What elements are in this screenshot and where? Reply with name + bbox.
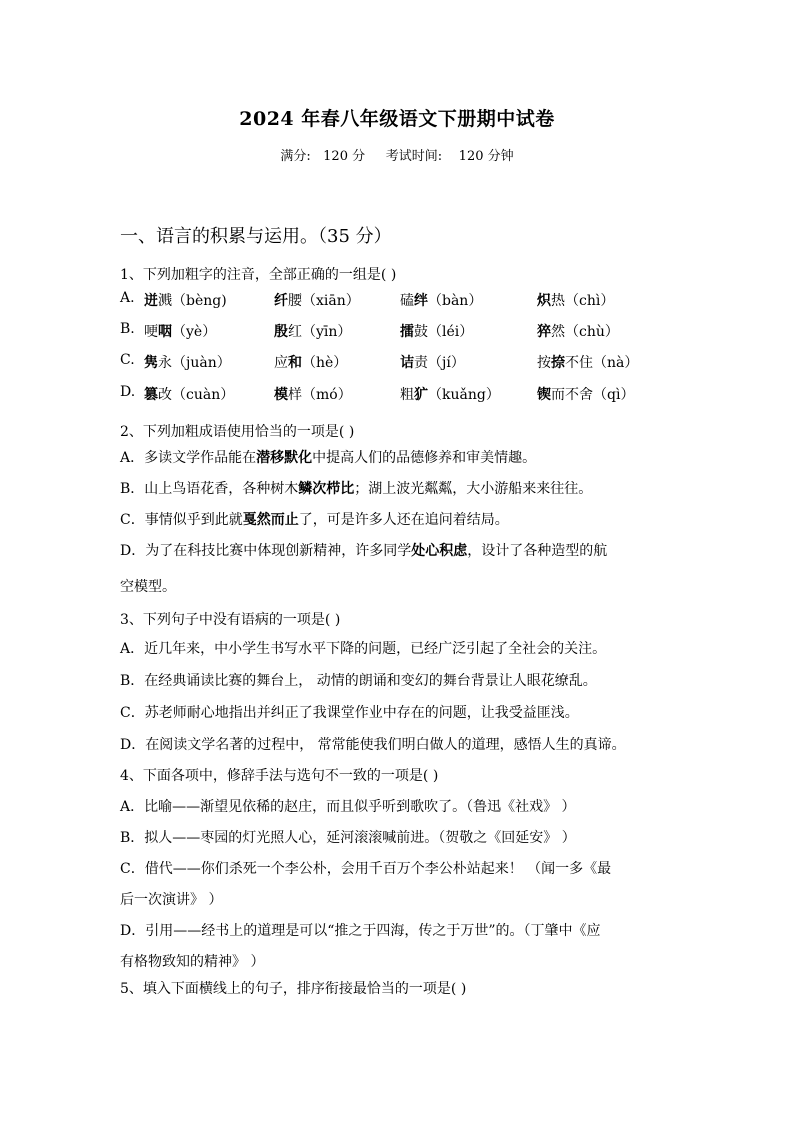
question-4-stem: 4、下面各项中，修辞手法与选句不一致的一项是( ) — [120, 768, 439, 784]
q1-d-item-1: 篡改（cuàn） — [144, 387, 235, 403]
q2-option-a: A．多读文学作品能在潜移默化中提高人们的品德修养和审美情趣。 — [120, 450, 537, 466]
q1-a-item-3: 磕绊（bàn） — [400, 293, 483, 309]
q1-d-item-4: 锲而不舍（qì） — [537, 387, 635, 403]
question-1-stem: 1、下列加粗字的注音，全部正确的一组是( ) — [120, 267, 397, 283]
q3-option-a: A．近几年来，中小学生书写水平下降的问题，已经广泛引起了全社会的关注。 — [120, 641, 607, 657]
q4-option-a: A．比喻——渐望见依稀的赵庄，而且似乎听到歌吹了。（鲁迅《社戏》 ） — [120, 799, 576, 815]
q2-option-c: C．事情似乎到此就戛然而止了，可是许多人还在追问着结局。 — [120, 512, 509, 528]
q1-option-b-label: B. — [120, 321, 135, 337]
q4-option-d-continued: 有格物致知的精神》 ） — [120, 954, 265, 970]
q1-a-item-4: 炽热（chì） — [537, 293, 615, 309]
q1-a-item-1: 迸溅（bèng) — [144, 293, 227, 309]
question-5-stem: 5、填入下面横线上的句子，排序衔接最恰当的一项是( ) — [120, 981, 467, 997]
exam-title: 2024 年春八年级语文下册期中试卷 — [239, 108, 555, 130]
q1-c-item-3: 诘责（jí） — [400, 355, 465, 371]
q3-option-d: D．在阅读文学名著的过程中， 常常能使我们明白做人的道理，感悟人生的真谛。 — [120, 737, 626, 753]
q1-option-c-label: C. — [120, 352, 135, 368]
section-heading: 一、语言的积累与运用。（35 分） — [120, 226, 392, 247]
q1-d-item-2: 模样（mó） — [274, 387, 352, 403]
q1-c-item-2: 应和（hè） — [274, 355, 348, 371]
q1-b-item-4: 猝然（chù） — [537, 324, 619, 340]
q1-option-d-label: D. — [120, 384, 136, 400]
q2-option-b: B．山上鸟语花香，各种树木鳞次栉比；湖上波光粼粼，大小游船来来往往。 — [120, 481, 593, 497]
q4-option-d: D．引用——经书上的道理是可以“推之于四海，传之于万世”的。（丁肇中《应 — [120, 923, 601, 939]
exam-subtitle: 满分: 120 分 考试时间: 120 分钟 — [280, 149, 514, 164]
question-3-stem: 3、下列句子中没有语病的一项是( ) — [120, 612, 341, 628]
q1-b-item-1: 哽咽（yè） — [144, 324, 217, 340]
q3-option-c: C．苏老师耐心地指出并纠正了我课堂作业中存在的问题，让我受益匪浅。 — [120, 705, 579, 721]
q1-b-item-2: 殷红（yīn） — [274, 324, 352, 340]
q4-option-c-continued: 后一次演讲》 ） — [120, 892, 223, 908]
q3-option-b: B．在经典诵读比赛的舞台上， 动情的朗诵和变幻的舞台背景让人眼花缭乱。 — [120, 673, 597, 689]
q4-option-c: C．借代——你们杀死一个李公朴，会用千百万个李公朴站起来！ （闻一多《最 — [120, 861, 612, 877]
q2-option-d: D．为了在科技比赛中体现创新精神，许多同学处心积虑，设计了各种造型的航 — [120, 543, 608, 559]
q1-d-item-3: 粗犷（kuǎng） — [400, 387, 500, 403]
q1-b-item-3: 擂鼓（léi） — [400, 324, 474, 340]
q1-c-item-4: 按捺不住（nà） — [537, 355, 639, 371]
q1-c-item-1: 隽永（juàn） — [144, 355, 231, 371]
q4-option-b: B．拟人——枣园的灯光照人心，延河滚滚喊前进。（贺敬之《回延安》 ） — [120, 830, 576, 846]
q1-option-a-label: A. — [120, 290, 135, 306]
question-2-stem: 2、下列加粗成语使用恰当的一项是( ) — [120, 424, 355, 440]
q1-a-item-2: 纤腰（xiān） — [274, 293, 360, 309]
q2-option-d-continued: 空模型。 — [120, 579, 176, 595]
